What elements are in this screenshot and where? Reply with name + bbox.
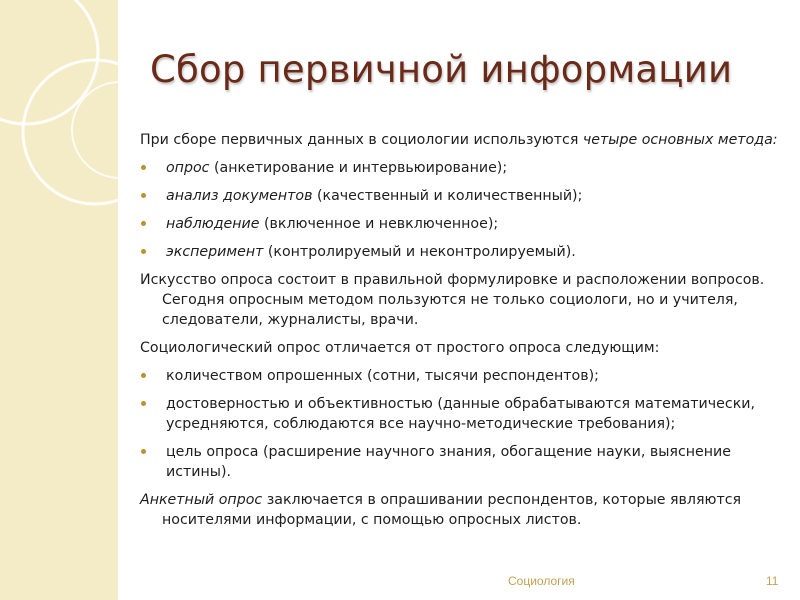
survey-difference-paragraph: Социологический опрос отличается от простого опроса следующим: bbox=[140, 340, 660, 356]
difference-item: достоверностью и объективностью (данные обрабатываются математически, усредняются, соблюдаются все научно-методические требования); bbox=[140, 394, 780, 434]
difference-item: количеством опрошенных (сотни, тысячи респондентов); bbox=[140, 366, 780, 386]
method-name: наблюдение bbox=[166, 216, 260, 232]
intro-emphasis: четыре основных метода: bbox=[582, 132, 778, 148]
method-detail: (включенное и невключенное); bbox=[259, 216, 499, 232]
intro-paragraph bbox=[140, 130, 780, 150]
method-name: анализ документов bbox=[166, 188, 313, 204]
decorative-circles-icon bbox=[0, 0, 118, 600]
survey-art-paragraph: Искусство опроса состоит в правильной формулировке и расположении вопросов. Сегодня опросным методом пользуются не только социологи, но и учителя, следователи, журналисты, врачи. bbox=[140, 272, 765, 328]
intro-text: При сборе первичных данных в социологии используются bbox=[140, 132, 583, 148]
difference-item: цель опроса (расширение научного знания, обогащение науки, выяснение истины). bbox=[140, 442, 780, 482]
method-item bbox=[140, 158, 780, 178]
slide-title: Сбор первичной информации bbox=[150, 48, 733, 91]
decorative-sidebar bbox=[0, 0, 118, 600]
method-item bbox=[140, 214, 780, 234]
method-name: опрос bbox=[166, 160, 210, 176]
page-number: 11 bbox=[766, 574, 779, 588]
method-detail: (контролируемый и неконтролируемый). bbox=[263, 244, 576, 260]
questionnaire-term: Анкетный опрос bbox=[140, 492, 263, 508]
method-item bbox=[140, 186, 780, 206]
method-detail: (качественный и количественный); bbox=[312, 188, 583, 204]
method-item bbox=[140, 242, 780, 262]
footer-subject: Социология bbox=[508, 574, 575, 588]
sidebar-divider bbox=[118, 0, 120, 600]
method-detail: (анкетирование и интервьюирование); bbox=[209, 160, 508, 176]
questionnaire-text: заключается в опрашивании респондентов, которые являются носителями информации, с помощью опросных листов. bbox=[162, 492, 742, 528]
method-name: эксперимент bbox=[166, 244, 264, 260]
slide-body bbox=[140, 130, 780, 538]
questionnaire-paragraph bbox=[140, 490, 780, 530]
